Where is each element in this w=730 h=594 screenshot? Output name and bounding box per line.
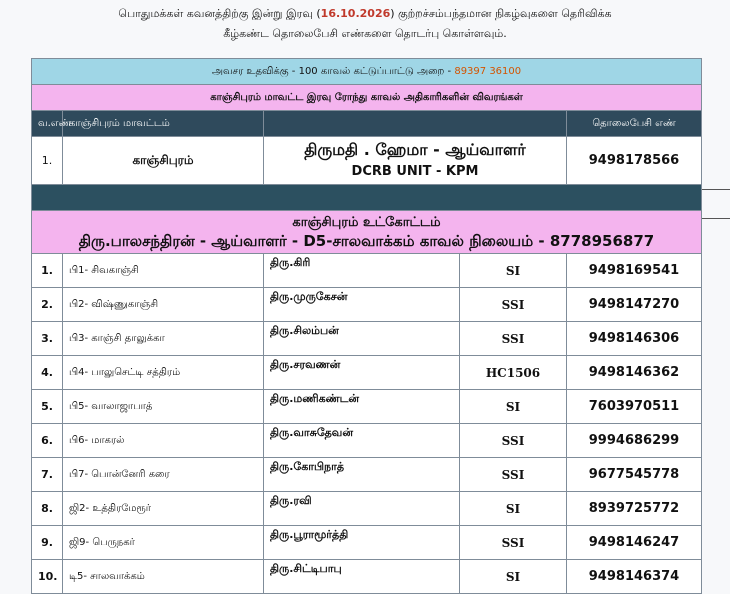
subdivision-title: காஞ்சிபுரம் உட்கோட்டம் — [292, 215, 441, 230]
row-name: திரு.கிரி — [264, 254, 460, 288]
row-rank: SSI — [460, 424, 567, 458]
row-phone: 8939725772 — [567, 492, 702, 526]
row-station: ஜி9- பெருநகர் — [63, 526, 264, 560]
row-rank: SSI — [460, 288, 567, 322]
row-name: திரு.முருகேசன் — [264, 288, 460, 322]
row-name: திரு.சிலம்பன் — [264, 322, 460, 356]
main-officer — [264, 137, 567, 185]
separator-cell — [32, 185, 702, 211]
subdivision-cell — [32, 211, 702, 254]
row-station: பி7- பொன்னேரி கரை — [63, 458, 264, 492]
table-row — [32, 424, 702, 458]
contact-table — [31, 58, 702, 594]
main-officer-unit: DCRB UNIT - KPM — [351, 163, 479, 179]
row-station: ஜி2- உத்திரமேரூர் — [63, 492, 264, 526]
row-phone: 9498146247 — [567, 526, 702, 560]
separator-row — [32, 185, 702, 211]
notice-line-1 — [0, 4, 730, 24]
row-station: பி2- விஷ்ணுகாஞ்சி — [63, 288, 264, 322]
emergency-row — [32, 59, 702, 85]
row-sno: 10. — [32, 560, 63, 594]
row-sno: 6. — [32, 424, 63, 458]
row-name: திரு.கோபிநாத் — [264, 458, 460, 492]
main-sno: 1. — [32, 137, 63, 185]
main-officer-name: திருமதி . ஹேமா - ஆய்வாளர் — [304, 139, 526, 159]
row-name: திரு.சரவணன் — [264, 356, 460, 390]
row-rank: SSI — [460, 322, 567, 356]
row-phone: 9994686299 — [567, 424, 702, 458]
notice-text: பொதுமக்கள் கவனத்திற்கு இன்று இரவு ( — [118, 7, 321, 20]
row-phone: 7603970511 — [567, 390, 702, 424]
row-station: டி5- சாலவாக்கம் — [63, 560, 264, 594]
table-title: காஞ்சிபுரம் மாவட்ட இரவு ரோந்து காவல் அதிகாரிகளின் விவரங்கள் — [32, 85, 702, 111]
table-row — [32, 356, 702, 390]
notice-line-2: கீழ்கண்ட தொலைபேசி எண்களை தொடர்பு கொள்ளவும். — [223, 27, 507, 40]
row-phone: 9677545778 — [567, 458, 702, 492]
row-rank: SI — [460, 492, 567, 526]
row-station: பி3- காஞ்சி தாலுக்கா — [63, 322, 264, 356]
table-row — [32, 526, 702, 560]
main-district: காஞ்சிபுரம் — [63, 137, 264, 185]
row-sno: 8. — [32, 492, 63, 526]
emergency-label: அவசர உதவிக்கு - 100 காவல் கட்டுப்பாட்டு அறை - — [211, 65, 452, 77]
edge-divider — [700, 189, 730, 190]
col-district: காஞ்சிபுரம் மாவட்டம் — [63, 111, 264, 137]
row-sno: 4. — [32, 356, 63, 390]
col-phone: தொலைபேசி எண் — [567, 111, 702, 137]
row-rank: SI — [460, 390, 567, 424]
row-phone: 9498146362 — [567, 356, 702, 390]
row-sno: 1. — [32, 254, 63, 288]
table-row — [32, 322, 702, 356]
row-rank: SSI — [460, 458, 567, 492]
table-row — [32, 560, 702, 594]
row-phone: 9498169541 — [567, 254, 702, 288]
row-sno: 5. — [32, 390, 63, 424]
col-officer — [264, 111, 567, 137]
row-station: பி6- மாகரல் — [63, 424, 264, 458]
emergency-number: 89397 36100 — [454, 65, 522, 77]
district-officer-row — [32, 137, 702, 185]
table-row — [32, 390, 702, 424]
subdivision-row — [32, 211, 702, 254]
table-row — [32, 492, 702, 526]
notice-header — [0, 4, 730, 44]
table-title-row — [32, 85, 702, 111]
row-sno: 7. — [32, 458, 63, 492]
subdivision-officer: திரு.பாலசந்திரன் - ஆய்வாளர் - D5-சாலவாக்கம் காவல் நிலையம் - 8778956877 — [78, 232, 655, 250]
row-sno: 2. — [32, 288, 63, 322]
row-name: திரு.பூராமூர்த்தி — [264, 526, 460, 560]
row-phone: 9498146374 — [567, 560, 702, 594]
column-header-row — [32, 111, 702, 137]
edge-divider — [700, 218, 730, 219]
row-rank: HC1506 — [460, 356, 567, 390]
row-rank: SSI — [460, 526, 567, 560]
row-sno: 3. — [32, 322, 63, 356]
row-station: பி4- பாலுசெட்டி சத்திரம் — [63, 356, 264, 390]
emergency-cell — [32, 59, 702, 85]
row-name: திரு.ரவி — [264, 492, 460, 526]
notice-text-end: ) குற்றச்சம்பந்தமான நிகழ்வுகளை தெரிவிக்க — [390, 7, 612, 20]
row-station: பி1- சிவகாஞ்சி — [63, 254, 264, 288]
row-name: திரு.சிட்டிபாபு — [264, 560, 460, 594]
main-phone: 9498178566 — [567, 137, 702, 185]
table-row — [32, 254, 702, 288]
notice-date: 16.10.2026 — [320, 7, 391, 20]
row-phone: 9498146306 — [567, 322, 702, 356]
row-name: திரு.வாசுதேவன் — [264, 424, 460, 458]
row-name: திரு.மணிகண்டன் — [264, 390, 460, 424]
row-station: பி5- வாலாஜாபாத் — [63, 390, 264, 424]
row-sno: 9. — [32, 526, 63, 560]
table-row — [32, 458, 702, 492]
row-rank: SI — [460, 254, 567, 288]
row-rank: SI — [460, 560, 567, 594]
col-sno: வ.எண் — [32, 111, 63, 137]
table-row — [32, 288, 702, 322]
row-phone: 9498147270 — [567, 288, 702, 322]
